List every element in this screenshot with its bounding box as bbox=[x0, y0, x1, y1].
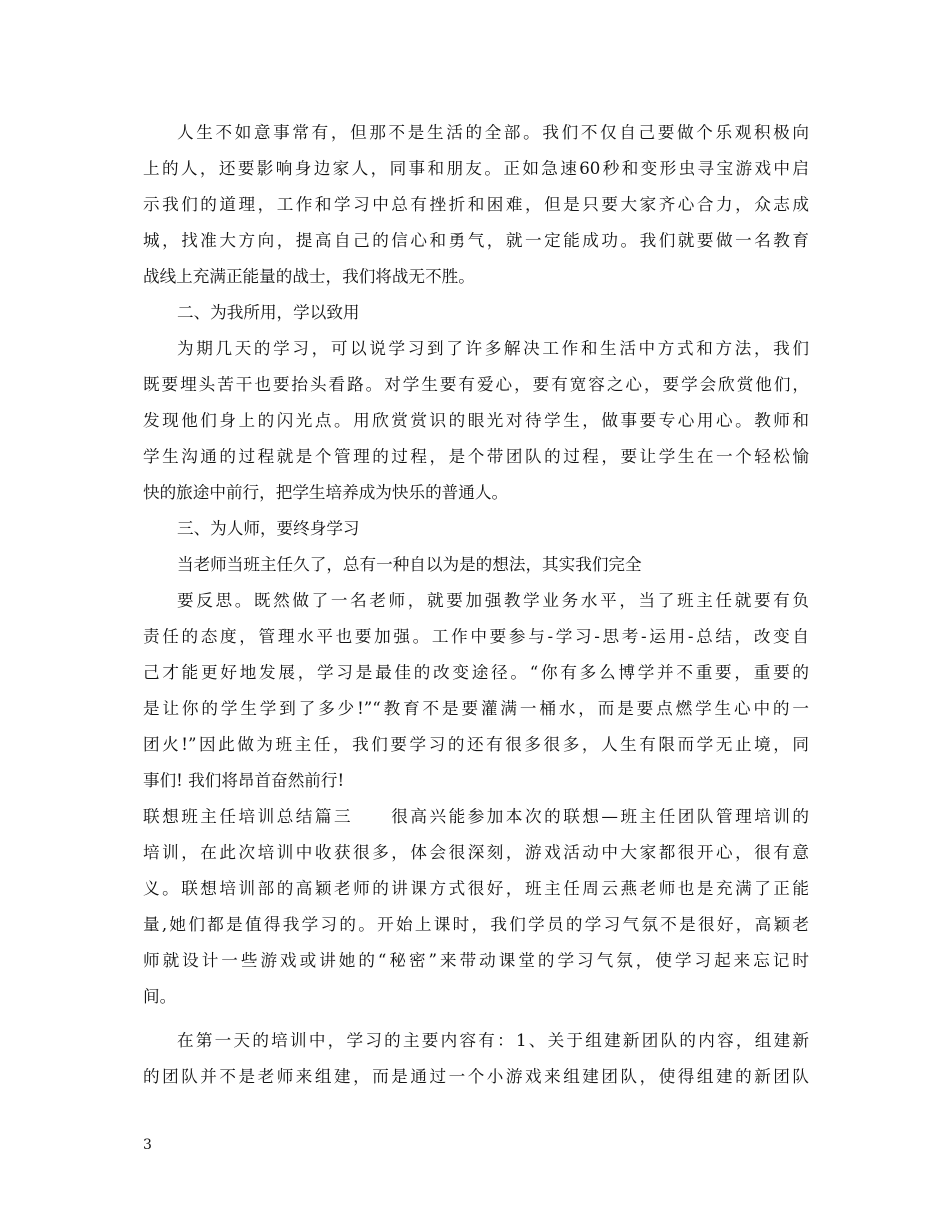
paragraph-line: 的团队并不是老师来组建，而是通过一个小游戏来组建团队，使得组建的新团队 bbox=[143, 1067, 809, 1086]
paragraph-line: 是让你的学生学到了多少!”“教育不是要灌满一桶水，而是要点燃学生心中的一 bbox=[143, 699, 809, 718]
paragraph-line: 为期几天的学习，可以说学习到了许多解决工作和生活中方式和方法，我们 bbox=[177, 339, 809, 358]
page-number: 3 bbox=[143, 1137, 152, 1153]
paragraph-line: 快的旅途中前行，把学生培养成为快乐的普通人。 bbox=[143, 483, 509, 502]
paragraph-line: 示我们的道理，工作和学习中总有挫折和困难，但是只要大家齐心合力，众志成 bbox=[143, 195, 809, 214]
paragraph-line: 己才能更好地发展，学习是最佳的改变途径。“你有多么博学并不重要，重要的 bbox=[143, 663, 809, 682]
paragraph-line: 团火!”因此做为班主任，我们要学习的还有很多很多，人生有限而学无止境，同 bbox=[143, 735, 809, 754]
paragraph-line: 上的人，还要影响身边家人，同事和朋友。正如急速60秒和变形虫寻宝游戏中启 bbox=[143, 159, 809, 178]
paragraph-line: 当老师当班主任久了，总有一种自以为是的想法，其实我们完全 bbox=[177, 555, 642, 574]
paragraph-line: 义。联想培训部的高颖老师的讲课方式很好，班主任周云燕老师也是充满了正能 bbox=[143, 879, 809, 898]
paragraph-line: 既要埋头苦干也要抬头看路。对学生要有爱心，要有宽容之心，要学会欣赏他们， bbox=[143, 375, 809, 394]
paragraph-line: 发现他们身上的闪光点。用欣赏赏识的眼光对待学生，做事要专心用心。教师和 bbox=[143, 411, 809, 430]
paragraph-line: 学生沟通的过程就是个管理的过程，是个带团队的过程，要让学生在一个轻松愉 bbox=[143, 447, 809, 466]
paragraph-line: 在第一天的培训中，学习的主要内容有：1、关于组建新团队的内容，组建新 bbox=[177, 1031, 809, 1050]
paragraph-line: 培训，在此次培训中收获很多，体会很深刻，游戏活动中大家都很开心，很有意 bbox=[143, 843, 809, 862]
section-heading: 二、为我所用，学以致用 bbox=[177, 303, 360, 322]
paragraph-line: 间。 bbox=[143, 987, 177, 1006]
paragraph-line: 要反思。既然做了一名老师，就要加强教学业务水平，当了班主任就要有负 bbox=[177, 591, 809, 610]
paragraph-line: 城，找准大方向，提高自己的信心和勇气，就一定能成功。我们就要做一名教育 bbox=[143, 231, 809, 250]
section-heading: 三、为人师，要终身学习 bbox=[177, 519, 360, 538]
paragraph-line: 责任的态度，管理水平也要加强。工作中要参与-学习-思考-运用-总结，改变自 bbox=[143, 627, 809, 646]
paragraph-line: 事们! 我们将昂首奋然前行! bbox=[143, 771, 345, 790]
document-body bbox=[143, 115, 809, 1095]
section-title-line: 联想班主任培训总结篇三 很高兴能参加本次的联想—班主任团队管理培训的 bbox=[143, 807, 809, 826]
paragraph-line: 量,她们都是值得我学习的。开始上课时，我们学员的学习气氛不是很好，高颖老 bbox=[143, 915, 809, 934]
paragraph-line: 师就设计一些游戏或讲她的“秘密”来带动课堂的学习气氛，使学习起来忘记时 bbox=[143, 951, 809, 970]
paragraph-line: 战线上充满正能量的战士，我们将战无不胜。 bbox=[143, 267, 475, 286]
paragraph-line: 人生不如意事常有，但那不是生活的全部。我们不仅自己要做个乐观积极向 bbox=[177, 123, 809, 142]
